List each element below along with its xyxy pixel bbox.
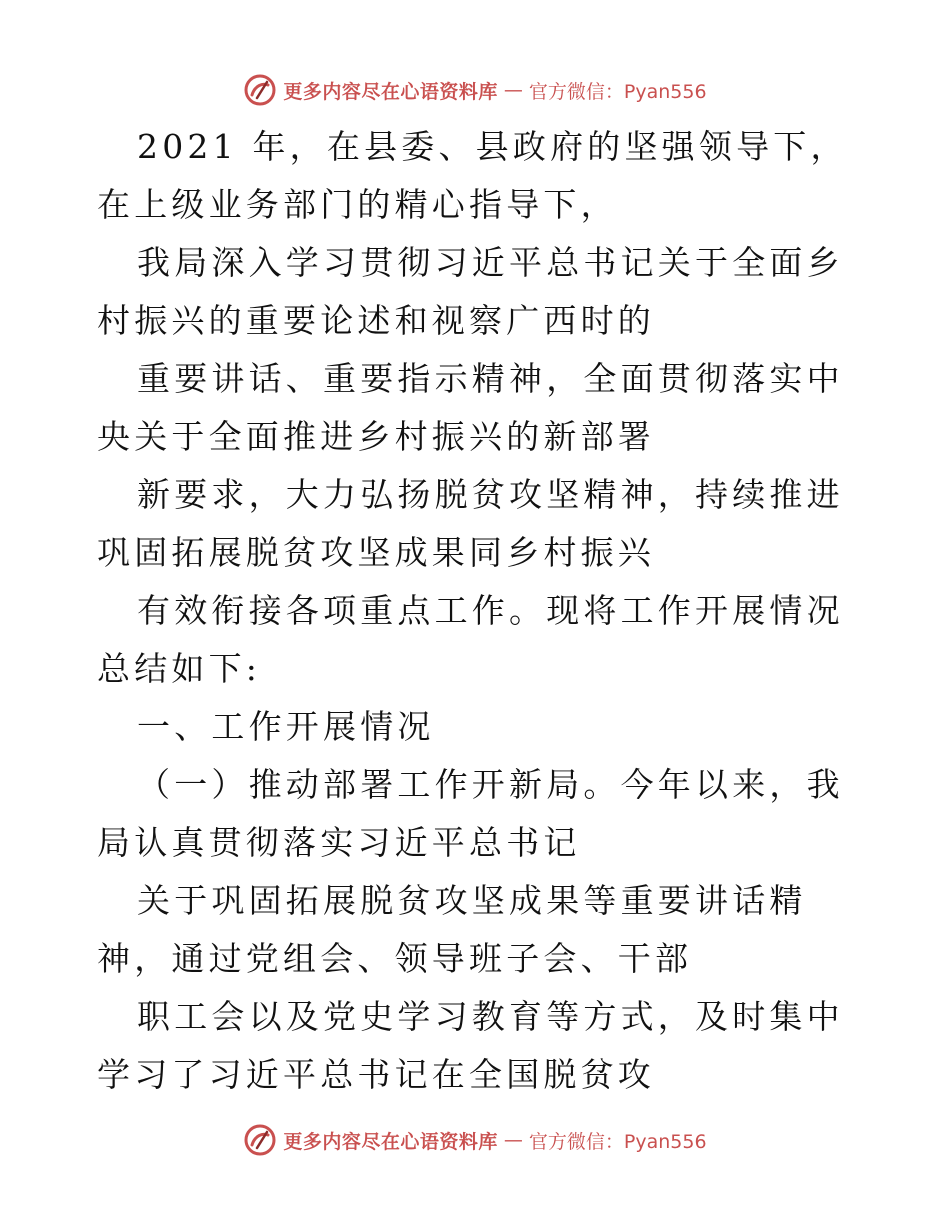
paragraph-1: 2021 年，在县委、县政府的坚强领导下，在上级业务部门的精心指导下， bbox=[97, 127, 848, 224]
watermark-footer bbox=[0, 1120, 950, 1160]
watermark-title: 更多内容尽在心语资料库 bbox=[283, 80, 498, 103]
paragraph-2: 我局深入学习贯彻习近平总书记关于全面乡村振兴的重要论述和视察广西时的 bbox=[97, 243, 844, 340]
document-body bbox=[97, 118, 857, 1104]
paragraph-7: 关于巩固拓展脱贫攻坚成果等重要讲话精神，通过党组会、领导班子会、干部 bbox=[97, 881, 807, 978]
watermark-dash: — bbox=[503, 1129, 523, 1151]
brand-logo-icon bbox=[243, 73, 277, 107]
paragraph-4: 新要求，大力弘扬脱贫攻坚精神，持续推进巩固拓展脱贫攻坚成果同乡村振兴 bbox=[97, 475, 844, 572]
watermark-title: 更多内容尽在心语资料库 bbox=[283, 1130, 498, 1153]
watermark-contact: 官方微信：Pyan556 bbox=[528, 1130, 707, 1153]
watermark-header bbox=[0, 70, 950, 110]
section-heading: 一、工作开展情况 bbox=[137, 707, 435, 746]
paragraph-8: 职工会以及党史学习教育等方式，及时集中学习了习近平总书记在全国脱贫攻 bbox=[97, 997, 844, 1094]
brand-logo-icon bbox=[243, 1123, 277, 1157]
paragraph-5: 有效衔接各项重点工作。现将工作开展情况总结如下: bbox=[97, 591, 844, 688]
paragraph-3: 重要讲话、重要指示精神，全面贯彻落实中央关于全面推进乡村振兴的新部署 bbox=[97, 359, 844, 456]
watermark-dash: — bbox=[503, 79, 523, 101]
watermark-contact: 官方微信：Pyan556 bbox=[528, 80, 707, 103]
paragraph-6: （一）推动部署工作开新局。今年以来，我局认真贯彻落实习近平总书记 bbox=[97, 765, 844, 862]
